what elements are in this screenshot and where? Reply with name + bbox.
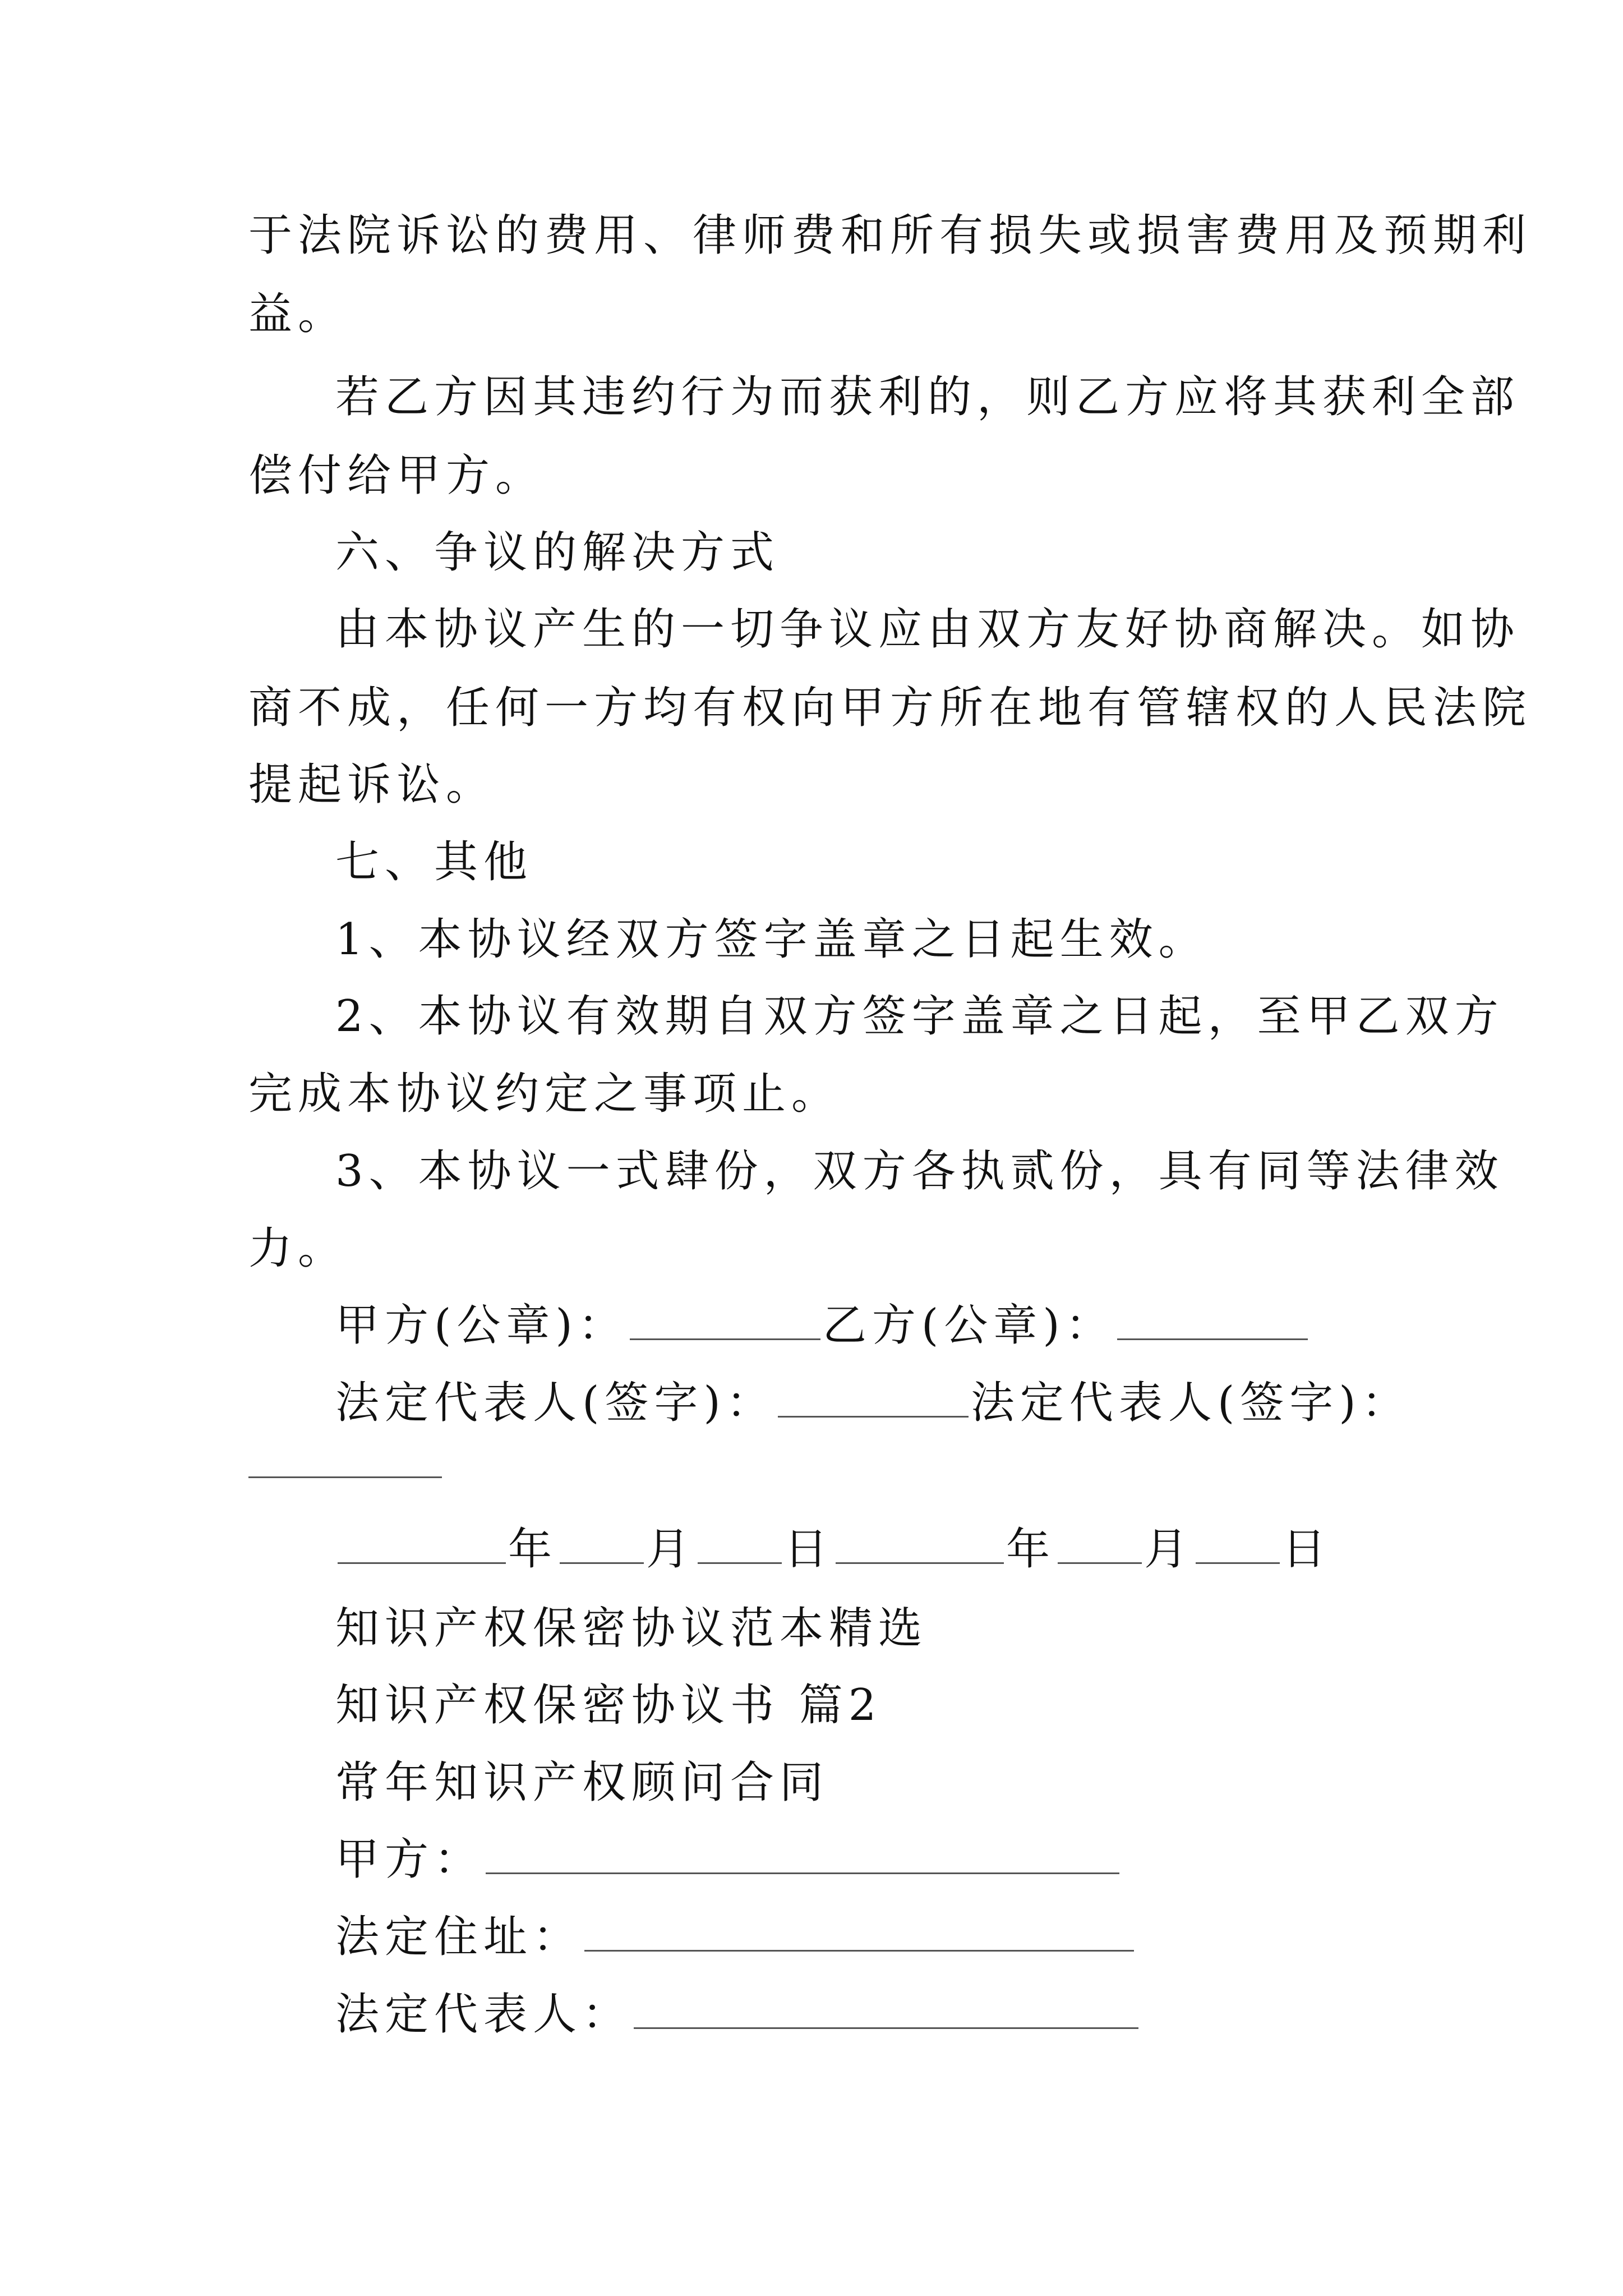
party-a-seal-blank[interactable] <box>630 1299 820 1340</box>
year-b-label: 年 <box>1006 1524 1056 1575</box>
section-title: 知识产权保密协议范本精选 <box>335 1603 928 1654</box>
paragraph-line: 偿付给甲方。 <box>248 450 545 501</box>
clause-item: 1、本协议经双方签字盖章之日起生效。 <box>335 914 1208 965</box>
party-a-blank[interactable] <box>486 1833 1119 1874</box>
contract-title: 常年知识产权顾问合同 <box>335 1757 829 1808</box>
paragraph-line: 提起诉讼。 <box>248 760 496 810</box>
clause-item: 3、本协议一式肆份，双方各执贰份，具有同等法律效 <box>335 1146 1504 1197</box>
rep-a-label: 法定代表人(签字)： <box>335 1378 776 1428</box>
legal-rep-field <box>335 1986 1479 2042</box>
address-label: 法定住址： <box>335 1912 583 1962</box>
year-a-blank[interactable] <box>338 1523 506 1564</box>
section-title: 知识产权保密协议书 篇2 <box>335 1680 882 1731</box>
paragraph-line: 若乙方因其违约行为而获利的，则乙方应将其获利全部 <box>335 372 1520 422</box>
rep-b-blank[interactable] <box>248 1476 442 1478</box>
year-a-label: 年 <box>508 1524 558 1575</box>
section-heading: 七、其他 <box>335 837 533 887</box>
rep-a-blank[interactable] <box>778 1377 969 1418</box>
rep-b-label: 法定代表人(签字)： <box>970 1378 1411 1428</box>
day-b-label: 日 <box>1282 1524 1332 1575</box>
paragraph-line: 完成本协议约定之事项止。 <box>248 1069 841 1119</box>
day-a-blank[interactable] <box>698 1523 782 1564</box>
legal-rep-label: 法定代表人： <box>335 1989 632 2040</box>
month-a-blank[interactable] <box>560 1523 644 1564</box>
paragraph-line: 力。 <box>248 1223 348 1274</box>
party-a-seal-label: 甲方(公章)： <box>335 1300 628 1351</box>
address-blank[interactable] <box>584 1911 1134 1952</box>
paragraph-line: 由本协议产生的一切争议应由双方友好协商解决。如协 <box>335 604 1520 655</box>
party-b-seal-blank[interactable] <box>1117 1299 1308 1340</box>
address-field <box>335 1909 1479 1965</box>
year-b-blank[interactable] <box>836 1523 1004 1564</box>
representative-line <box>335 1375 1479 1431</box>
day-a-label: 日 <box>784 1524 834 1575</box>
clause-item: 2、本协议有效期自双方签字盖章之日起，至甲乙双方 <box>335 991 1504 1042</box>
party-a-label: 甲方： <box>335 1834 484 1885</box>
paragraph-line: 于法院诉讼的费用、律师费和所有损失或损害费用及预期利 <box>248 210 1532 261</box>
seal-line <box>335 1297 1479 1354</box>
legal-rep-blank[interactable] <box>634 1988 1138 2029</box>
party-b-seal-label: 乙方(公章)： <box>822 1300 1115 1351</box>
section-heading: 六、争议的解决方式 <box>335 527 780 578</box>
month-b-blank[interactable] <box>1058 1523 1142 1564</box>
month-b-label: 月 <box>1144 1524 1194 1575</box>
paragraph-line: 益。 <box>248 289 348 339</box>
date-line <box>335 1521 1479 1577</box>
paragraph-line: 商不成，任何一方均有权向甲方所在地有管辖权的人民法院 <box>248 683 1532 733</box>
party-a-field <box>335 1832 1479 1888</box>
day-b-blank[interactable] <box>1196 1523 1280 1564</box>
month-a-label: 月 <box>646 1524 696 1575</box>
